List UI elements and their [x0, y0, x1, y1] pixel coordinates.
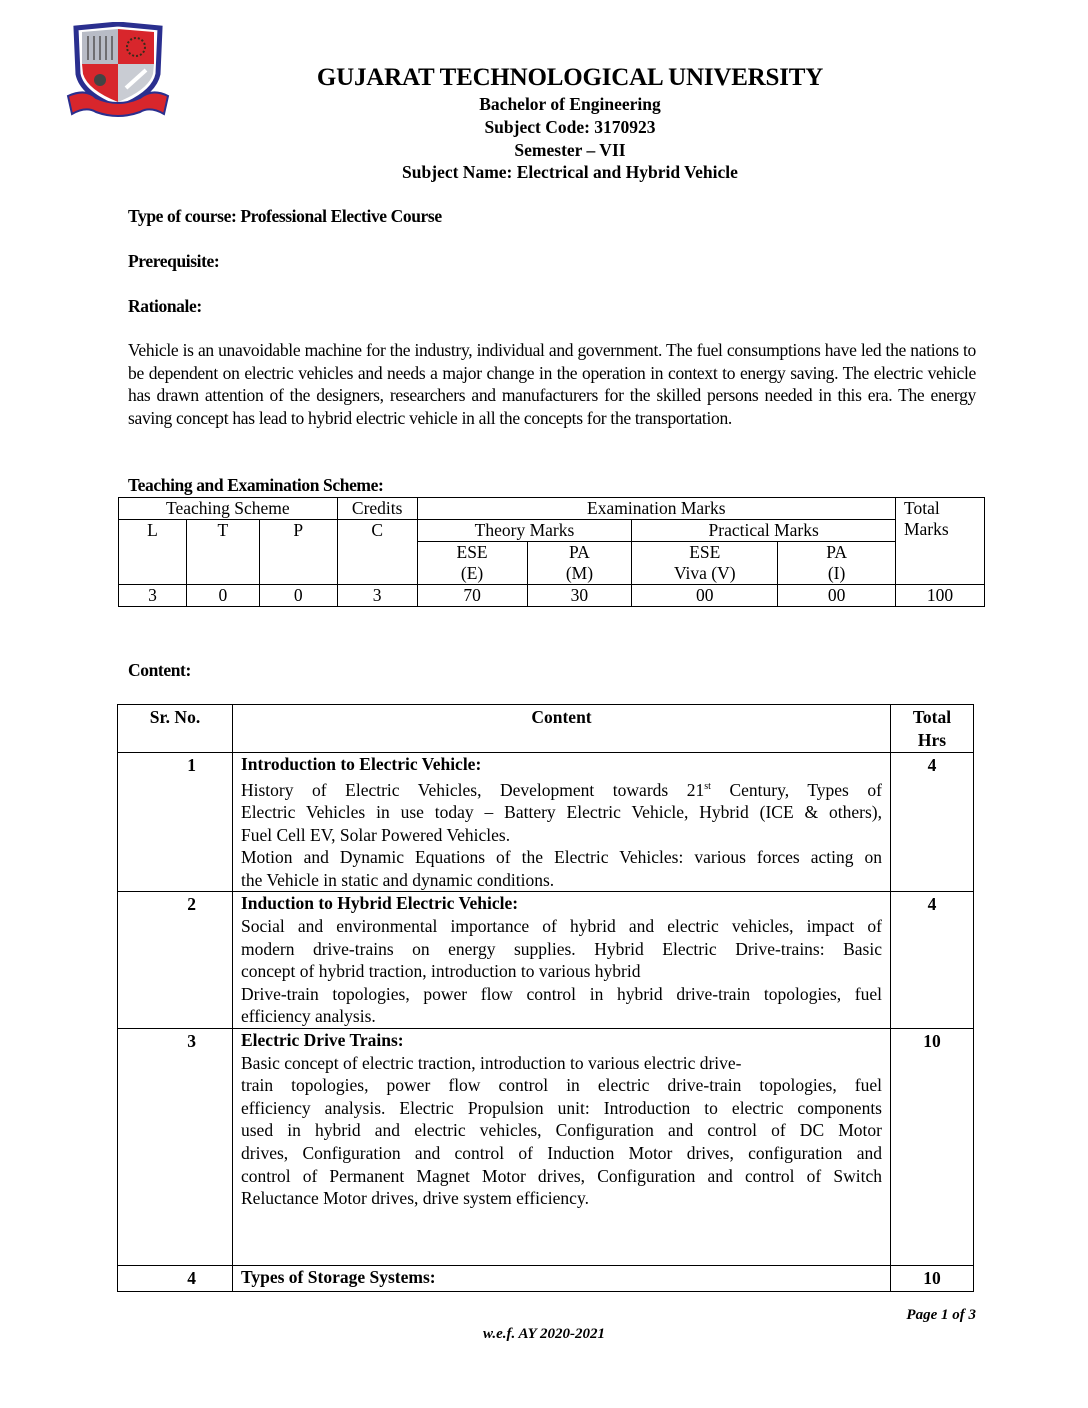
row-line — [241, 776, 882, 801]
pa-m-line2: (M) — [565, 563, 594, 583]
row-line: Basic concept of electric traction, introduction to various electric drive- — [241, 1052, 742, 1073]
row-hrs: 4 — [891, 892, 974, 1029]
effective-year: w.e.f. AY 2020-2021 — [482, 1326, 606, 1342]
c-value: 3 — [337, 585, 417, 607]
total-marks-header-line1: Total — [903, 498, 940, 518]
p-header: P — [259, 520, 337, 585]
total-hrs-header — [891, 705, 974, 753]
content-header: Content — [233, 705, 891, 753]
ese-v-line2: Viva (V) — [673, 563, 736, 583]
row-line: efficiency analysis. — [241, 1006, 376, 1027]
pa-m-value: 30 — [527, 585, 632, 607]
pa-m-header — [527, 542, 632, 585]
row-line: the Vehicle in static and dynamic conditions. — [241, 869, 555, 890]
row-line: concept of hybrid traction, introduction to various hybrid — [241, 961, 641, 982]
row-line: Electric Vehicles in use today – Battery Electric Vehicle, Hybrid (ICE & others), — [241, 802, 882, 823]
scheme-values-row — [119, 585, 985, 607]
scheme-heading: Teaching and Examination Scheme: — [128, 475, 384, 495]
sr-no-header: Sr. No. — [118, 705, 233, 753]
content-row — [118, 753, 974, 892]
total-hrs-line1: Total — [912, 707, 952, 727]
row-line: Fuel Cell EV, Solar Powered Vehicles. — [241, 824, 511, 845]
superscript-st: st — [704, 780, 711, 792]
row-sr-no: 2 — [118, 892, 233, 1029]
course-type: Type of course: Professional Elective Course — [128, 206, 442, 226]
row-line: used in hybrid and electric vehicles, Configuration and control of DC Motor — [241, 1120, 882, 1141]
degree: Bachelor of Engineering — [479, 94, 661, 114]
row-hrs: 10 — [891, 1028, 974, 1265]
row-hrs: 4 — [891, 753, 974, 892]
total-marks-header-line2: Marks — [903, 519, 949, 539]
row-title: Introduction to Electric Vehicle: — [241, 754, 482, 774]
row-line: Drive-train topologies, power flow control in hybrid drive-train topologies, fuel — [241, 983, 882, 1004]
row-sr-no: 1 — [118, 753, 233, 892]
content-header-row — [118, 705, 974, 753]
credits-header: Credits — [337, 498, 417, 520]
practical-marks-header: Practical Marks — [632, 520, 896, 542]
pa-m-line1: PA — [569, 542, 590, 562]
content-row — [118, 1028, 974, 1265]
gtu-crest-logo-icon — [66, 22, 170, 118]
ese-v-value: 00 — [632, 585, 778, 607]
teaching-scheme-header: Teaching Scheme — [119, 498, 338, 520]
row-sr-no: 3 — [118, 1028, 233, 1265]
row-line: Social and environmental importance of hybrid and electric vehicles, impact of — [241, 915, 882, 936]
row-content — [233, 1265, 891, 1291]
c-header: C — [337, 520, 417, 585]
row-content — [233, 892, 891, 1029]
row-title: Induction to Hybrid Electric Vehicle: — [241, 893, 519, 914]
ese-e-line2: (E) — [460, 563, 484, 583]
row-line: modern drive-trains on energy supplies. Hybrid Electric Drive-trains: Basic — [241, 938, 882, 959]
row-line: control of Permanent Magnet Motor drives, Configuration and control of Switch — [241, 1165, 882, 1186]
teaching-exam-scheme-table — [118, 497, 985, 607]
content-heading: Content: — [128, 660, 191, 680]
page-number: Page 1 of 3 — [906, 1307, 976, 1323]
total-marks-header — [895, 498, 984, 585]
row-line: efficiency analysis. Electric Propulsion unit: Introduction to electric components — [241, 1097, 882, 1118]
pa-i-header — [778, 542, 896, 585]
row-title: Electric Drive Trains: — [241, 1029, 404, 1050]
l-header: L — [119, 520, 187, 585]
pa-i-line2: (I) — [827, 563, 846, 583]
content-row — [118, 892, 974, 1029]
row-sr-no: 4 — [118, 1265, 233, 1291]
content-table — [117, 704, 974, 1292]
row-line: train topologies, power flow control in electric drive-train topologies, fuel — [241, 1075, 882, 1096]
subject-code: Subject Code: 3170923 — [484, 117, 656, 137]
prerequisite-heading: Prerequisite: — [128, 251, 220, 271]
t-header: T — [186, 520, 259, 585]
row-line: drives, Configuration and control of Induction Motor drives, configuration and — [241, 1142, 882, 1163]
theory-marks-header: Theory Marks — [417, 520, 632, 542]
ese-e-header — [417, 542, 527, 585]
university-name: GUJARAT TECHNOLOGICAL UNIVERSITY — [316, 64, 824, 91]
row-title: Types of Storage Systems: — [241, 1266, 436, 1287]
subject-name: Subject Name: Electrical and Hybrid Vehicle — [402, 162, 738, 182]
l-value: 3 — [119, 585, 187, 607]
ese-v-line1: ESE — [689, 542, 721, 562]
rationale-heading: Rationale: — [128, 296, 202, 316]
ese-v-header — [632, 542, 778, 585]
content-row — [118, 1265, 974, 1291]
row-content — [233, 1028, 891, 1265]
row-hrs: 10 — [891, 1265, 974, 1291]
pa-i-value: 00 — [778, 585, 896, 607]
row-content — [233, 753, 891, 892]
p-value: 0 — [259, 585, 337, 607]
row-line-part: History of Electric Vehicles, Development towards 21 — [241, 779, 705, 800]
row-line: Reluctance Motor drives, drive system efficiency. — [241, 1188, 589, 1209]
row-line-part: Century, Types of — [710, 779, 882, 800]
ese-e-value: 70 — [417, 585, 527, 607]
examination-marks-header: Examination Marks — [417, 498, 895, 520]
t-value: 0 — [186, 585, 259, 607]
ese-e-line1: ESE — [456, 542, 488, 562]
semester: Semester – VII — [514, 140, 626, 160]
total-value: 100 — [895, 585, 984, 607]
pa-i-line1: PA — [826, 542, 847, 562]
rationale-text: Vehicle is an unavoidable machine for the industry, individual and government. The fuel consumptions have led the nations to be dependent on electric vehicles and needs a major change in the operation in context to energy saving. The electric vehicle has drawn attention of the designers, researchers and manufacturers for the skilled persons needed in this era. The energy saving concept has lead to hybrid electric vehicle in all the concepts for the transportation. — [128, 340, 976, 428]
total-hrs-line2: Hrs — [917, 729, 947, 750]
row-line: Motion and Dynamic Equations of the Electric Vehicles: various forces acting on — [241, 847, 882, 868]
